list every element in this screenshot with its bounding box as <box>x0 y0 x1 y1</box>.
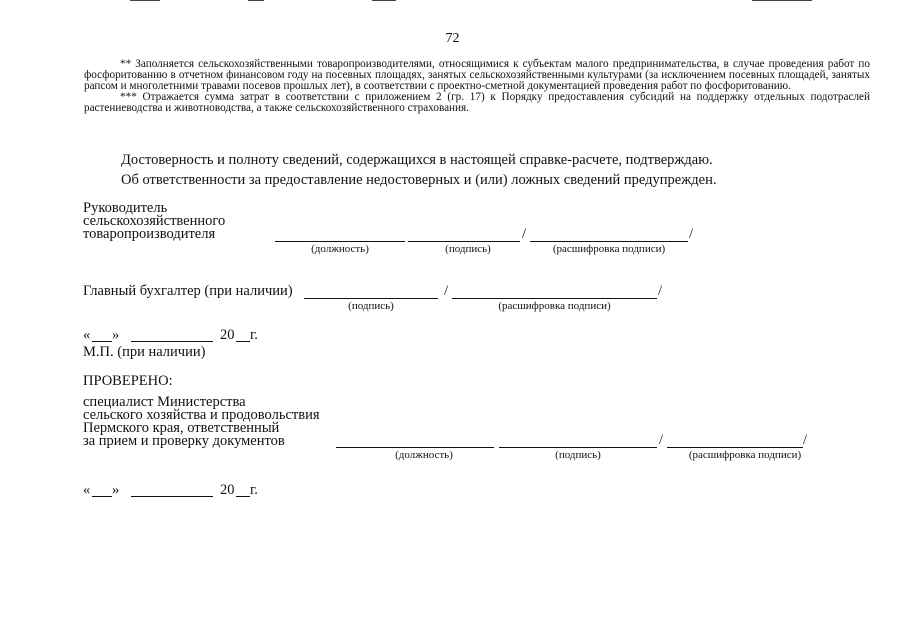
accountant-label: Главный бухгалтер (при наличии) <box>83 283 293 299</box>
date-close-quote: » <box>112 327 120 343</box>
checked-line2: сельского хозяйства и продовольствия <box>83 407 320 423</box>
checked-date-close-quote: » <box>112 482 120 498</box>
checked-slash-right: / <box>803 432 808 448</box>
checked-line1: специалист Министерства <box>83 394 246 410</box>
checked-position-caption: (должность) <box>395 449 453 461</box>
head-slash-left: / <box>522 226 527 242</box>
accountant-decode-line[interactable] <box>452 298 657 299</box>
accountant-slash-left: / <box>444 283 449 299</box>
head-position-caption: (должность) <box>311 243 369 255</box>
accountant-slash-right: / <box>658 283 663 299</box>
confirmation-statement: Достоверность и полноту сведений, содержащихся в настоящей справке-расчете, подтверждаю. <box>121 152 713 168</box>
head-title-line2: сельскохозяйственного <box>83 213 226 229</box>
page-number: 72 <box>445 31 460 46</box>
footnote-triple-star: *** Отражается сумма затрат в соответствии с приложением 2 (гр. 17) к Порядку предоставления субсидий на поддержку отдельных подотраслей растениеводства и животноводства, а также сельскохозяйственного страхования. <box>84 91 870 114</box>
checked-date-year-field[interactable] <box>236 496 250 497</box>
date-day-field[interactable] <box>92 341 112 342</box>
head-slash-right: / <box>689 226 694 242</box>
checked-decode-caption: (расшифровка подписи) <box>688 449 802 461</box>
date-open-quote: « <box>83 327 91 343</box>
footnote-double-star: ** Заполняется сельскохозяйственными товаропроизводителями, относящимися к субъектам малого предпринимательства, в случае проведения работ по фосфоритованию в отчетном финансовом году на посевных площадях, занятых сельскохозяйственными культурами (за исключением посевных площадей, занятых рапсом и многолетними травами посевов прошлых лет), в соответствии с проектно-сметной документацией проведения работ по фосфоритованию. <box>84 58 870 92</box>
date-month-field[interactable] <box>131 341 213 342</box>
checked-date-year-suffix: г. <box>250 482 258 498</box>
head-title-line1: Руководитель <box>83 200 168 216</box>
stamp-label: М.П. (при наличии) <box>83 344 206 360</box>
head-position-line[interactable] <box>275 241 405 242</box>
checked-line4: за прием и проверку документов <box>83 433 285 449</box>
checked-position-line[interactable] <box>336 447 494 448</box>
head-decode-caption: (расшифровка подписи) <box>552 243 666 255</box>
checked-date-open-quote: « <box>83 482 91 498</box>
checked-date-year-prefix: 20 <box>220 482 235 498</box>
checked-line3: Пермского края, ответственный <box>83 420 280 436</box>
top-scan-marks <box>0 0 905 4</box>
head-signature-line[interactable] <box>408 241 520 242</box>
head-signature-caption: (подпись) <box>445 243 491 255</box>
checked-decode-line[interactable] <box>667 447 803 448</box>
checked-slash-left: / <box>659 432 664 448</box>
head-decode-line[interactable] <box>530 241 688 242</box>
date-year-suffix: г. <box>250 327 258 343</box>
footnotes <box>84 59 870 114</box>
accountant-signature-caption: (подпись) <box>348 300 394 312</box>
accountant-signature-line[interactable] <box>304 298 438 299</box>
checked-date-month-field[interactable] <box>131 496 213 497</box>
accountant-decode-caption: (расшифровка подписи) <box>498 300 611 312</box>
checked-signature-line[interactable] <box>499 447 657 448</box>
checked-signature-caption: (подпись) <box>555 449 601 461</box>
responsibility-statement: Об ответственности за предоставление недостоверных и (или) ложных сведений предупрежден. <box>121 172 717 188</box>
checked-title: ПРОВЕРЕНО: <box>83 373 173 389</box>
checked-date-day-field[interactable] <box>92 496 112 497</box>
head-title-line3: товаропроизводителя <box>83 226 216 242</box>
date-year-field[interactable] <box>236 341 250 342</box>
date-year-prefix: 20 <box>220 327 235 343</box>
